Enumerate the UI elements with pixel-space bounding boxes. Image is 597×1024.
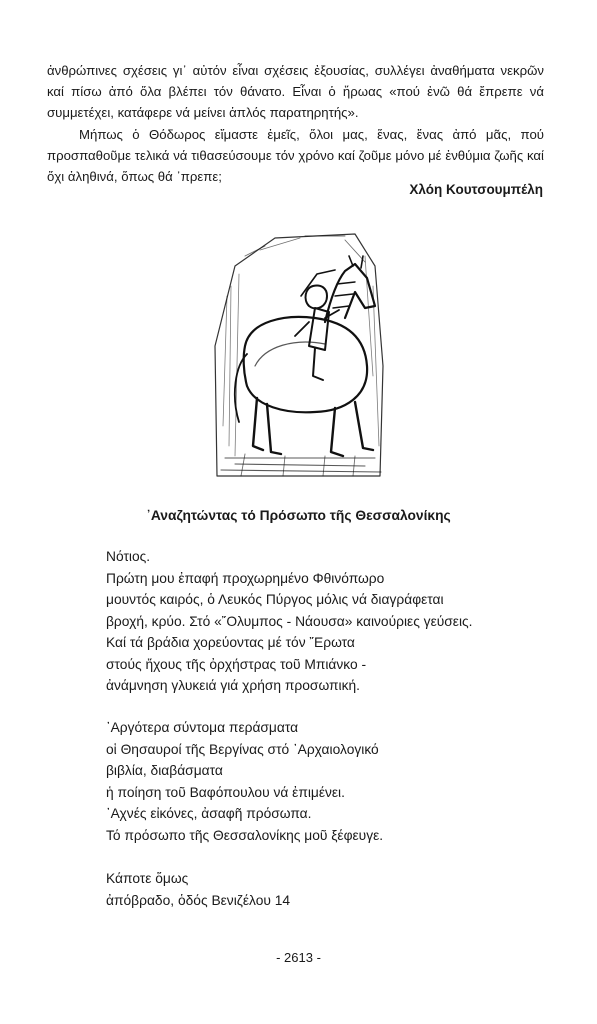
poem-line: Τό πρόσωπο τῆς Θεσσαλονίκης μοῦ ξέφευγε. xyxy=(106,827,384,843)
poem-line: μουντός καιρός, ὁ Λευκός Πύργος μόλις νά διαγράφεται xyxy=(106,592,444,607)
poem-line: Καί τά βράδια χορεύοντας μέ τόν ῎Ερωτα xyxy=(106,635,355,650)
poem-line: ᾽Αργότερα σύντομα περάσματα xyxy=(106,720,299,735)
poem-stanza-3 xyxy=(106,868,546,911)
poem-title: ᾽Αναζητώντας τό Πρόσωπο τῆς Θεσσαλονίκης xyxy=(146,508,451,523)
poem-line: βιβλία, διαβάσματα xyxy=(106,763,223,778)
poem-line: Νότιος. xyxy=(106,549,151,564)
poem-line: οἱ Θησαυροί τῆς Βεργίνας στό ᾽Αρχαιολογικό xyxy=(106,741,379,757)
poem-line: ᾽Αχνές εἰκόνες, ἀσαφῆ πρόσωπα. xyxy=(106,806,312,821)
essay-paragraph-1: ἀνθρώπινες σχέσεις γι᾽ αὐτόν εἶναι σχέσεις ἐξουσίας, συλλέγει ἀναθήματα νεκρῶν καί πίσω ἀπό ὅλα βλέπει τόν θάνατο. Εἶναι ὁ ἥρωας «πού ἐνῶ θά ἔπρεπε νά συμμετέχει, κατάφερε νά μείνει ἁπλός παρατηρητής». xyxy=(47,63,544,120)
poem-line: Πρώτη μου ἐπαφή προχωρημένο Φθινόπωρο xyxy=(106,570,385,586)
poem-stanza-1 xyxy=(106,546,546,697)
poem-line: βροχή, κρύο. Στό «῎Ολυμπος - Νάουσα» καινούριες γεύσεις. xyxy=(106,613,473,629)
poem-line: στούς ἤχους τῆς ὀρχήστρας τοῦ Μπιάνκο - xyxy=(106,656,367,672)
poem-stanza-2 xyxy=(106,717,546,846)
poem-line: ἡ ποίηση τοῦ Βαφόπουλου νά ἐπιμένει. xyxy=(106,784,345,800)
poem-line: ἀνάμνηση γλυκειά γιά χρήση προσωπική. xyxy=(106,678,361,693)
essay-paragraph-2: Μήπως ὁ Θόδωρος εἴμαστε ἐμεῖς, ὅλοι μας, ἕνας, ἕνας ἀπό μᾶς, πού προσπαθοῦμε τελικά νά τιθασεύσουμε τόν χρόνο καί ζοῦμε μόνο μέ ἐνθύμια ζωῆς καί ὄχι ἀληθινά, ὅπως θά ᾽πρεπε; xyxy=(47,127,544,184)
essay-continuation xyxy=(47,60,544,187)
essay-author: Χλόη Κουτσουμπέλη xyxy=(409,182,543,197)
poem-line: ἀπόβραδο, ὁδός Βενιζέλου 14 xyxy=(106,892,291,908)
poem-line: Κάποτε ὅμως xyxy=(106,871,189,886)
page-number: - 2613 - xyxy=(276,950,321,965)
rider-on-horse-sketch-icon xyxy=(205,226,392,489)
